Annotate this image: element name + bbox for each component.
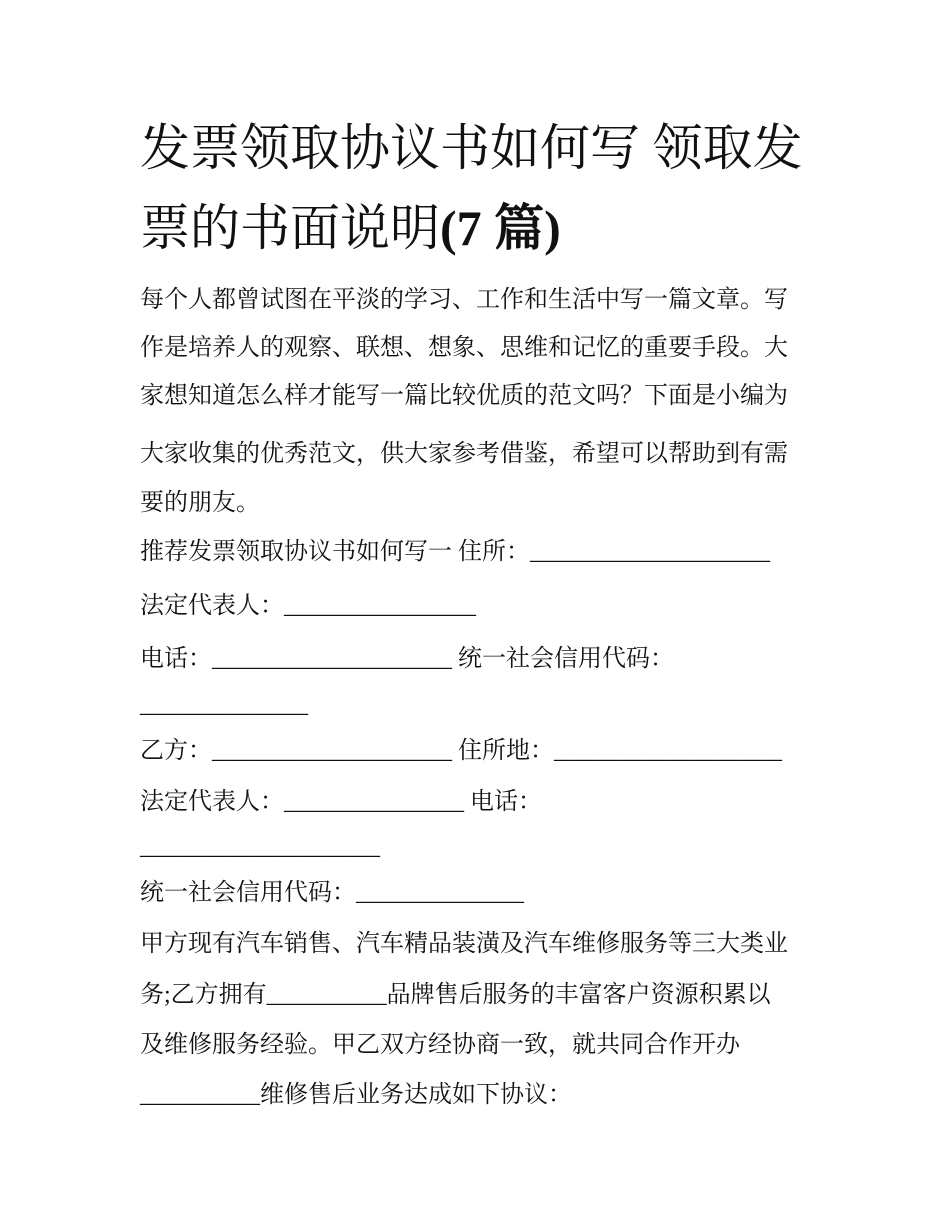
party-a-credit-code-blank: ______________ [140, 692, 308, 718]
title-text: 票的书面说明 [140, 200, 440, 256]
title-count: (7 篇) [440, 200, 561, 256]
party-a-address-line: 推荐发票领取协议书如何写一 住所：____________________ [140, 539, 770, 565]
agreement-paragraph-line: 及维修服务经验。甲乙双方经协商一致，就共同合作开办 [140, 1032, 740, 1058]
agreement-paragraph-line: 务;乙方拥有__________品牌售后服务的丰富客户资源积累以 [140, 982, 771, 1008]
intro-line: 要的朋友。 [140, 490, 260, 516]
intro-line: 每个人都曾试图在平淡的学习、工作和生活中写一篇文章。写 [140, 287, 788, 313]
document-title-line-1: 发票领取协议书如何写 领取发 [140, 120, 803, 176]
intro-line: 作是培养人的观察、联想、想象、思维和记忆的重要手段。大 [140, 335, 788, 361]
party-b-legal-rep-line: 法定代表人：_______________ 电话： [140, 789, 542, 815]
agreement-paragraph-line: 甲方现有汽车销售、汽车精品装潢及汽车维修服务等三大类业 [140, 931, 788, 957]
document-title-line-2 [140, 198, 561, 258]
party-b-line: 乙方：____________________ 住所地：___________________ [140, 738, 782, 764]
intro-line: 大家收集的优秀范文，供大家参考借鉴，希望可以帮助到有需 [140, 441, 788, 467]
party-b-phone-blank: ____________________ [140, 834, 380, 860]
intro-line: 家想知道怎么样才能写一篇比较优质的范文吗？下面是小编为 [140, 383, 788, 409]
party-b-credit-code-line: 统一社会信用代码：______________ [140, 880, 524, 906]
party-a-legal-rep-line: 法定代表人：________________ [140, 593, 476, 619]
agreement-paragraph-line: __________维修售后业务达成如下协议： [140, 1082, 572, 1108]
party-a-phone-line: 电话：____________________ 统一社会信用代码： [140, 646, 674, 672]
